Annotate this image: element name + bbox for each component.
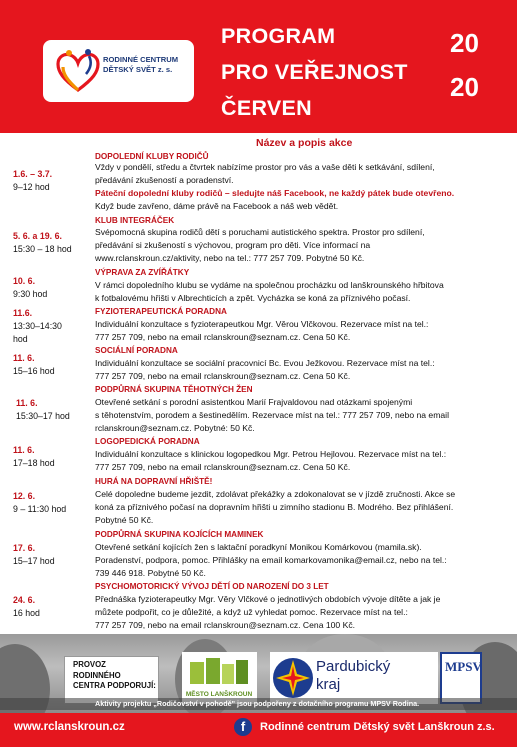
description-line: Individuální konzultace se sociální pracovnicí Bc. Evou Ježkovou. Rezervace míst na tel.: (95, 358, 435, 368)
footer-bar (0, 713, 517, 747)
event-title: KLUB INTEGRÁČEK (95, 216, 175, 225)
event-date-label: 11. 6. (13, 445, 35, 455)
event-title: FYZIOTERAPEUTICKÁ PORADNA (95, 307, 227, 316)
event-date-label: 11. 6. (13, 353, 35, 363)
region-line: Pardubický (316, 658, 391, 675)
event-time-label: 16 hod (13, 608, 40, 618)
description-line: k fotbalovému hřišti v Albrechticích a zpět. Vycházka se koná za příznivého počasí. (95, 293, 411, 304)
description-line: 777 257 709, nebo na email rclanskroun@seznam.cz. Cena 100 Kč. (95, 620, 356, 631)
event-description (95, 279, 509, 305)
event-title: PSYCHOMOTORICKÝ VÝVOJ DĚTÍ OD NAROZENÍ DO 3 LET (95, 582, 329, 591)
event-date (13, 444, 55, 470)
website-link[interactable]: www.rclanskroun.cz (14, 721, 125, 733)
event-date-label: 12. 6. (13, 491, 36, 501)
event-description (95, 318, 509, 344)
title-line-2: PRO VEŘEJNOST (221, 60, 408, 84)
description-line: Pobytné 50 Kč. (95, 515, 154, 526)
logo-text: RODINNÉ CENTRUM DĚTSKÝ SVĚT z. s. (103, 55, 179, 74)
event-title: PODPŮRNÁ SKUPINA KOJÍCÍCH MAMINEK (95, 530, 264, 539)
description-line: 777 257 709, nebo na email rclanskroun@seznam.cz. Cena 50 Kč. (95, 332, 351, 343)
description-line: 739 446 918. Pobytné 50 Kč. (95, 568, 206, 579)
project-note: Aktivity projektu „Rodičovství v pohodě" jsou podpořeny z dotačního programu MPSV Rodina. (95, 699, 420, 708)
description-highlight: Páteční dopolední kluby rodičů – sledujte náš Facebook, ne každý pátek bude otevřeno. (95, 188, 455, 199)
heart-logo-icon (53, 46, 103, 96)
event-title: PODPŮRNÁ SKUPINA TĚHOTNÝCH ŽEN (95, 385, 253, 394)
event-date-label: 17. 6. (13, 543, 36, 553)
event-date-label: 11.6. (13, 308, 33, 318)
description-line: s těhotenstvím, porodem a šestinedělím. Rezervace míst na tel.: 777 257 709, nebo na email (95, 410, 449, 421)
description-line: Když bude zavřeno, dáme právě na Facebook a náš web vědět. (95, 201, 339, 212)
event-time-label: 15–17 hod (13, 556, 55, 566)
event-title: HURÁ NA DOPRAVNÍ HŘIŠTĚ! (95, 477, 213, 486)
description-line: Poradenství, podpora, pomoc. Přihlášky na email komarkovamonika@email.cz, nebo na tel.: (95, 555, 447, 566)
event-description (95, 226, 509, 265)
facebook-page-name[interactable]: Rodinné centrum Dětský svět Lanškroun z.s. (260, 721, 495, 733)
description-line: 777 257 709, nebo na email rclanskroun@seznam.cz. Cena 50 Kč. (95, 371, 351, 382)
description-line: Individuální konzultace s fyzioterapeutkou Mgr. Věrou Vlčkovou. Rezervace míst na tel.: (95, 319, 429, 329)
mpsv-logo-text: MPSV (445, 659, 482, 674)
description-line: Otevřené setkání s porodní asistentkou Marií Frajvaldovou nad otázkami spojenými (95, 397, 413, 407)
event-title: LOGOPEDICKÁ PORADNA (95, 437, 200, 446)
event-date-label: 11. 6. (16, 398, 38, 408)
event-description (95, 448, 509, 474)
event-time-label: 15:30–17 hod (16, 411, 70, 421)
town-emblem-icon (182, 652, 257, 704)
event-date (13, 352, 55, 378)
description-line: Individuální konzultace s klinickou logopedkou Mgr. Petrou Hejlovou. Rezervace míst na tel.: (95, 449, 447, 459)
event-time-label: 15–16 hod (13, 366, 55, 376)
event-title: VÝPRAVA ZA ZVÍŘÁTKY (95, 268, 190, 277)
supporters-label-box (64, 656, 159, 704)
description-line: Vždy v pondělí, středu a čtvrtek nabízíme prostor pro vás a vaše děti k setkávání, sdílení, (95, 162, 435, 172)
event-date (13, 230, 72, 256)
description-line: Otevřené setkání kojících žen s laktační poradkyní Monikou Komárkovou (mamila.sk). (95, 542, 422, 552)
description-line: V rámci dopoledního klubu se vydáme na společnou procházku od lanškrounského hřbitova (95, 280, 444, 290)
title-line-3: ČERVEN (221, 96, 313, 120)
event-date (13, 275, 47, 301)
event-date (13, 542, 55, 568)
event-time-suffix: hod (13, 334, 28, 344)
description-line: Přednáška fyzioterapeutky Mgr. Věry Vlčkové o jednotlivých obdobích vývoje dítěte a jak je (95, 594, 441, 604)
description-line: 777 257 709, nebo na email rclanskroun@seznam.cz. Cena 50 Kč. (95, 462, 351, 473)
event-time-label: 9:30 hod (13, 289, 48, 299)
supporters-line: RODINNÉHO (73, 670, 121, 680)
year-top: 20 (450, 28, 479, 58)
column-heading: Název a popis akce (256, 137, 353, 149)
region-cross-icon (272, 654, 314, 702)
description-line: koná za příznivého počasí na dopravním hřišti u zimního stadionu B. Modrého. Bez přihlášení. (95, 502, 454, 513)
event-description (95, 488, 509, 527)
event-date-label: 5. 6. a 19. 6. (13, 231, 62, 241)
description-line: předávání zkušeností a poradenství. (95, 175, 234, 186)
title-line-1: PROGRAM (221, 24, 336, 48)
region-logo-text (316, 658, 390, 694)
town-logo-text: MĚSTO LANŠKROUN (185, 691, 253, 698)
facebook-icon[interactable]: f (234, 718, 252, 736)
description-line: předávání si zkušeností s výchovou, program pro děti. Více informací na (95, 240, 371, 251)
supporters-label (73, 660, 156, 692)
event-description (95, 396, 509, 435)
description-line: rclanskroun@seznam.cz. Pobytné: 50 Kč. (95, 423, 255, 434)
event-time-label: 9 – 11:30 hod (13, 504, 67, 514)
event-date (16, 397, 70, 423)
header-banner (0, 0, 517, 133)
year-bottom: 20 (450, 72, 479, 102)
event-time-label: 9–12 hod (13, 182, 50, 192)
mpsv-logo (440, 652, 482, 704)
event-title: SOCIÁLNÍ PORADNA (95, 346, 178, 355)
description-line: můžete podpořit, co je důležité, a když už vyhledat pomoc. Rezervace míst na tel.: (95, 607, 408, 618)
description-line: Svépomocná skupina rodičů dětí s poruchami autistického spektra. Prostor pro sdílení, (95, 227, 425, 237)
event-date (13, 307, 62, 346)
event-description (95, 161, 509, 213)
town-lanskroun-logo (182, 652, 257, 704)
organization-logo (43, 40, 194, 102)
event-description (95, 541, 509, 580)
event-time-label: 17–18 hod (13, 458, 55, 468)
event-date (13, 594, 40, 620)
event-title: DOPOLEDNÍ KLUBY RODIČŮ (95, 152, 209, 161)
project-bar (0, 698, 517, 710)
supporters-line: PROVOZ (73, 660, 106, 669)
event-date-label: 1.6. – 3.7. (13, 169, 53, 179)
event-date (13, 490, 66, 516)
event-date-label: 10. 6. (13, 276, 36, 286)
supporters-line: CENTRA PODPORUJÍ: (73, 681, 156, 690)
description-line: Celé dopoledne budeme jezdit, zdolávat překážky a zdokonalovat se v jízdě zručnosti. Akce se (95, 489, 456, 499)
description-line: www.rclanskroun.cz/aktivity, nebo na tel.: 777 257 709. Pobytné 50 Kč. (95, 253, 365, 264)
event-time-label: 13:30–14:30 (13, 321, 62, 331)
event-time-label: 15:30 – 18 hod (13, 244, 72, 254)
pardubice-region-logo (270, 652, 438, 704)
event-date-label: 24. 6. (13, 595, 36, 605)
event-description (95, 593, 509, 632)
region-line: kraj (316, 676, 341, 693)
event-description (95, 357, 509, 383)
event-date (13, 168, 52, 194)
